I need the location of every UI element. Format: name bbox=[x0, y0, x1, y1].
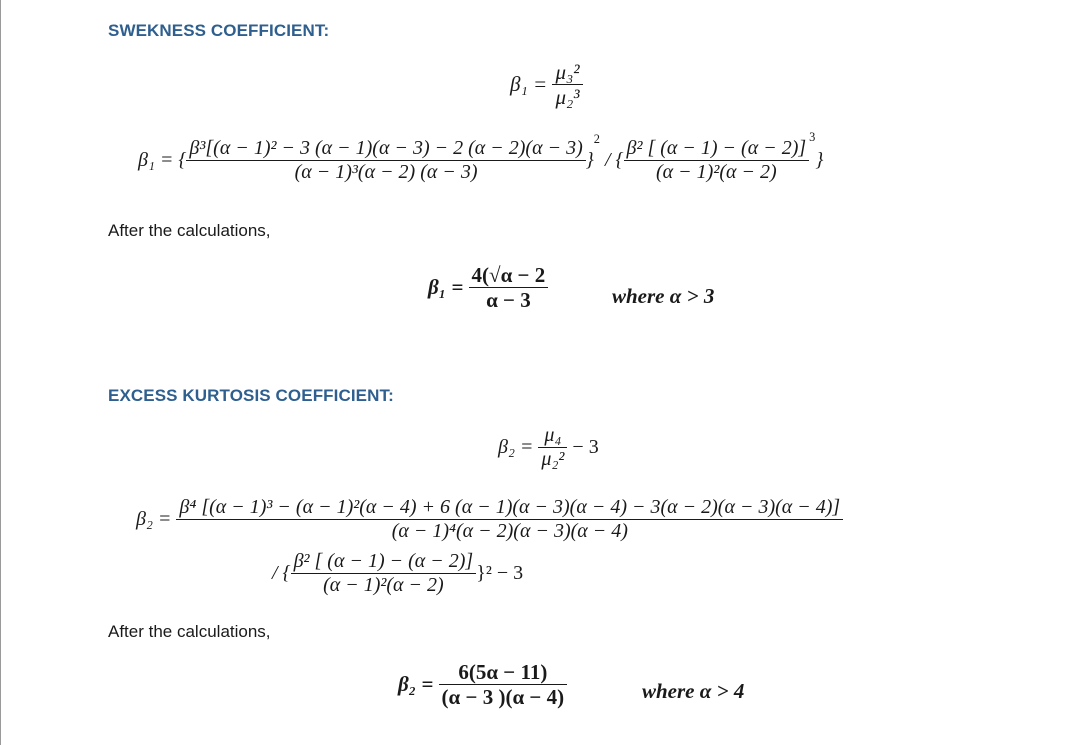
eq7-fraction bbox=[439, 660, 568, 709]
eq3-denominator: α − 3 bbox=[469, 287, 549, 312]
eq2-denominator-2: (α − 1)²(α − 2) bbox=[624, 160, 810, 184]
eq7-condition: where α > 4 bbox=[642, 679, 745, 703]
equation-beta1-definition bbox=[510, 60, 583, 109]
eq6-numerator: β² [ (α − 1) − (α − 2)] bbox=[293, 550, 474, 572]
eq4-tail: − 3 bbox=[572, 436, 599, 458]
eq2-brace-close-2: } bbox=[815, 149, 824, 171]
equation-beta2-definition bbox=[498, 424, 599, 471]
equation-beta2-continuation bbox=[272, 550, 523, 597]
eq2-numerator-1: β³[(α − 1)² − 3 (α − 1)(α − 3) − 2 (α − 2)(α − 3) bbox=[189, 137, 583, 159]
eq4-numerator: μ₄ bbox=[544, 424, 562, 446]
equation-beta2-expanded bbox=[136, 496, 843, 543]
page-left-border bbox=[0, 0, 1, 745]
eq2-fraction-2 bbox=[624, 137, 810, 184]
skewness-heading: SWEKNESS COEFFICIENT: bbox=[108, 21, 330, 40]
eq7-lhs: β₂ = bbox=[398, 672, 434, 697]
eq3-fraction bbox=[469, 263, 549, 312]
kurtosis-heading: EXCESS KURTOSIS COEFFICIENT: bbox=[108, 386, 394, 405]
eq3-condition: where α > 3 bbox=[612, 284, 715, 308]
eq5-denominator: (α − 1)⁴(α − 2)(α − 3)(α − 4) bbox=[176, 519, 843, 543]
eq3-numerator: 4(√α − 2 bbox=[471, 263, 546, 287]
eq2-denominator-1: (α − 1)³(α − 2) (α − 3) bbox=[186, 160, 585, 184]
eq7-numerator: 6(5α − 11) bbox=[458, 660, 548, 684]
eq2-brace-close-1: } bbox=[585, 149, 594, 171]
eq6-denominator: (α − 1)²(α − 2) bbox=[291, 573, 477, 597]
eq5-fraction bbox=[176, 496, 843, 543]
equation-beta1-expanded bbox=[138, 130, 824, 184]
eq2-lhs: β₁ = { bbox=[138, 149, 187, 171]
eq7-denominator: (α − 3 )(α − 4) bbox=[439, 684, 568, 709]
eq2-exponent-2: 3 bbox=[809, 130, 816, 145]
eq4-lhs: β₂ = bbox=[498, 436, 534, 458]
eq6-tail: }² − 3 bbox=[476, 562, 524, 584]
eq3-lhs: β₁ = bbox=[428, 275, 464, 300]
after-calculations-text-2: After the calculations, bbox=[108, 622, 271, 641]
equation-beta2-result bbox=[398, 660, 567, 709]
eq5-numerator: β⁴ [(α − 1)³ − (α − 1)²(α − 4) + 6 (α − 1)(α − 3)(α − 4) − 3(α − 2)(α − 3)(α − 4)] bbox=[179, 496, 841, 518]
eq4-fraction bbox=[538, 424, 567, 471]
eq4-denominator: μ₂² bbox=[538, 447, 567, 471]
eq2-divide: / { bbox=[604, 149, 624, 171]
eq5-lhs: β₂ = bbox=[136, 508, 172, 530]
eq1-fraction bbox=[552, 60, 582, 109]
eq2-exponent-1: 2 bbox=[593, 132, 600, 147]
equation-beta1-result bbox=[428, 263, 548, 312]
eq1-denominator: μ₂³ bbox=[552, 84, 582, 109]
eq2-numerator-2: β² [ (α − 1) − (α − 2)] bbox=[626, 137, 807, 159]
eq1-numerator: μ₃² bbox=[555, 60, 580, 84]
eq6-fraction bbox=[291, 550, 477, 597]
eq6-lhs: / { bbox=[272, 562, 291, 584]
after-calculations-text-1: After the calculations, bbox=[108, 221, 271, 240]
eq2-fraction-1 bbox=[186, 137, 585, 184]
eq1-lhs: β₁ = bbox=[510, 72, 548, 97]
